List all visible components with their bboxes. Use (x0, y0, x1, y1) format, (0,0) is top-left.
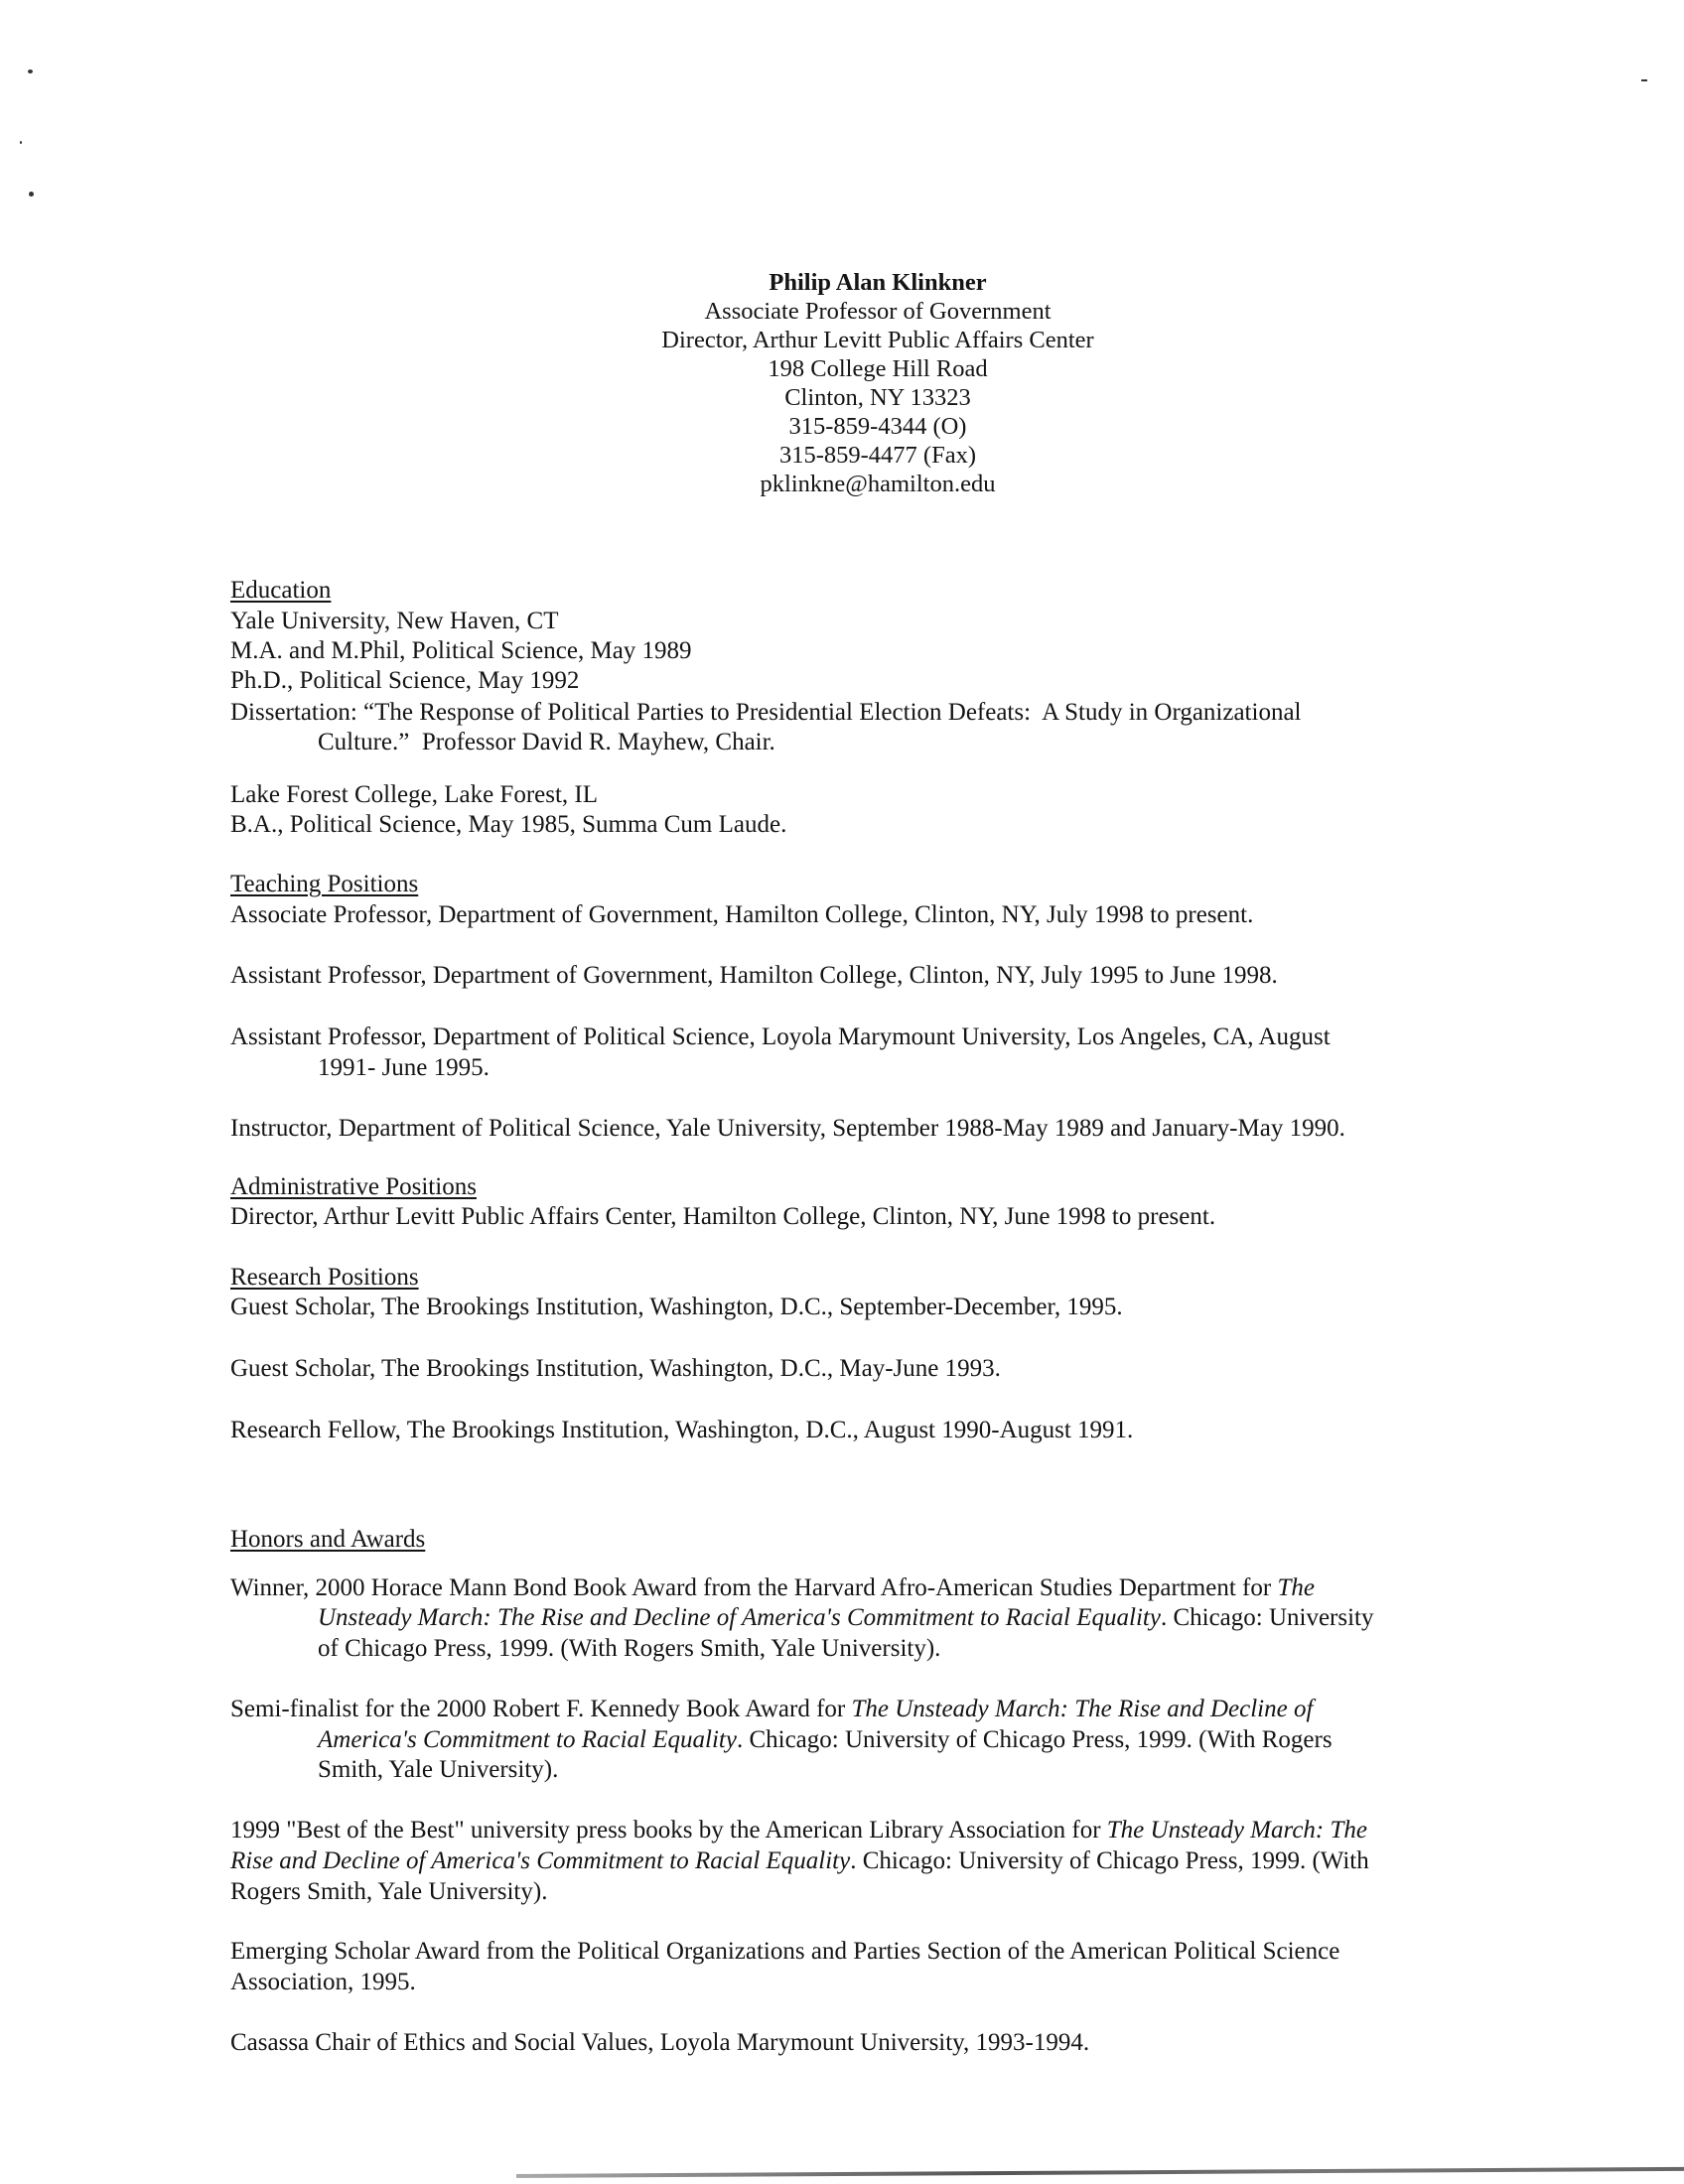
education-line: M.A. and M.Phil, Political Science, May 1989 (230, 637, 692, 664)
book-title: Unsteady March: The Rise and Decline of America's Commitment to Racial Equality (318, 1604, 1161, 1631)
section-heading: Honors and Awards (230, 1526, 426, 1553)
scan-speck (1641, 79, 1647, 81)
section-heading: Administrative Positions (230, 1173, 477, 1200)
education-line: B.A., Political Science, May 1985, Summa Cum Laude. (230, 811, 787, 838)
scan-edge-line (516, 2167, 1684, 2178)
award-entry (318, 1603, 1374, 1633)
fax-number: 315-859-4477 (Fax) (778, 442, 976, 469)
award-text: . Chicago: University (1160, 1604, 1374, 1631)
research-entry: Guest Scholar, The Brookings Institution, Washington, D.C., May-June 1993. (230, 1355, 1001, 1382)
education-line: Dissertation: “The Response of Political Parties to Presidential Election Defeats: A Study in Organizational (230, 699, 1302, 726)
book-title: The Unsteady March: The Rise and Decline of (851, 1696, 1314, 1722)
teaching-entry: Associate Professor, Department of Government, Hamilton College, Clinton, NY, July 1998 to present. (230, 901, 1254, 928)
award-entry (230, 1846, 1369, 1876)
education-line: Yale University, New Haven, CT (230, 608, 559, 634)
award-entry: Rogers Smith, Yale University). (230, 1878, 548, 1905)
section-heading: Teaching Positions (230, 871, 419, 897)
administrative-entry: Director, Arthur Levitt Public Affairs Center, Hamilton College, Clinton, NY, June 1998 to present. (230, 1203, 1216, 1230)
section-heading: Research Positions (230, 1264, 419, 1291)
education-line: Ph.D., Political Science, May 1992 (230, 667, 580, 694)
award-entry: Smith, Yale University). (318, 1756, 559, 1783)
scan-speck (20, 141, 22, 144)
research-entry: Research Fellow, The Brookings Institution, Washington, D.C., August 1990-August 1991. (230, 1417, 1134, 1443)
city-address: Clinton, NY 13323 (784, 384, 971, 411)
award-text: . Chicago: University of Chicago Press, 1999. (With (850, 1847, 1369, 1874)
award-text: 1999 "Best of the Best" university press books by the American Library Association for (230, 1817, 1107, 1843)
section-heading: Education (230, 577, 332, 604)
teaching-entry: Assistant Professor, Department of Government, Hamilton College, Clinton, NY, July 1995 to June 1998. (230, 962, 1278, 989)
award-text: . Chicago: University of Chicago Press, 1999. (With Rogers (736, 1726, 1333, 1753)
teaching-entry: Instructor, Department of Political Science, Yale University, September 1988-May 1989 and January-May 1990. (230, 1115, 1345, 1142)
education-line: Lake Forest College, Lake Forest, IL (230, 781, 599, 808)
job-title: Associate Professor of Government (704, 298, 1052, 325)
award-entry: Casassa Chair of Ethics and Social Values, Loyola Marymount University, 1993-1994. (230, 2029, 1090, 2056)
education-line: Culture.” Professor David R. Mayhew, Chair. (318, 729, 775, 755)
award-entry (230, 1573, 1315, 1603)
award-entry: Association, 1995. (230, 1969, 416, 1995)
award-text: Winner, 2000 Horace Mann Bond Book Award from the Harvard Afro-American Studies Department for (230, 1574, 1278, 1601)
award-entry (230, 1695, 1313, 1724)
scan-speck (28, 69, 33, 73)
book-title: The Unsteady March: The (1106, 1817, 1367, 1843)
award-entry: of Chicago Press, 1999. (With Rogers Smith, Yale University). (318, 1635, 941, 1662)
research-entry: Guest Scholar, The Brookings Institution, Washington, D.C., September-December, 1995. (230, 1294, 1123, 1320)
teaching-entry: 1991- June 1995. (318, 1054, 490, 1081)
book-title: Rise and Decline of America's Commitment to Racial Equality (230, 1847, 851, 1874)
scan-speck (29, 192, 34, 197)
person-name: Philip Alan Klinkner (769, 269, 987, 296)
award-entry (318, 1725, 1333, 1755)
director-title: Director, Arthur Levitt Public Affairs Center (661, 327, 1094, 353)
award-text: Semi-finalist for the 2000 Robert F. Kennedy Book Award for (230, 1696, 852, 1722)
book-title: America's Commitment to Racial Equality (318, 1726, 737, 1753)
email-address: pklinkne@hamilton.edu (760, 471, 996, 497)
award-entry: Emerging Scholar Award from the Political Organizations and Parties Section of the American Political Science (230, 1938, 1340, 1965)
award-entry (230, 1816, 1367, 1845)
teaching-entry: Assistant Professor, Department of Political Science, Loyola Marymount University, Los Angeles, CA, August (230, 1024, 1331, 1050)
book-title: The (1277, 1574, 1315, 1601)
office-phone: 315-859-4344 (O) (788, 413, 967, 440)
street-address: 198 College Hill Road (768, 355, 988, 382)
